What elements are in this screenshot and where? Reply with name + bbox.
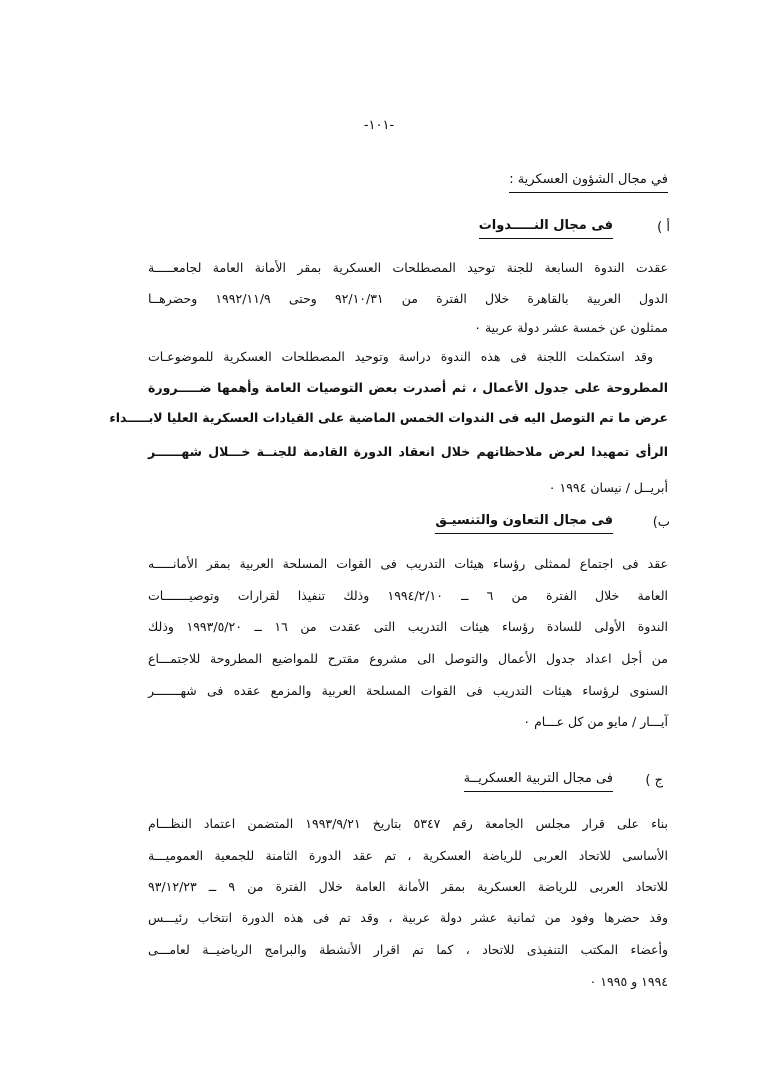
section-heading	[435, 513, 613, 528]
paragraph-line: الندوة الأولى للسادة رؤساء هيئات التدريب التى عقدت من ١٦ ــ ١٩٩٣/٥/٢٠ وذلك	[148, 619, 668, 634]
page-number: -١٠١-	[363, 118, 395, 133]
section-heading-text: فى مجال النـــــدوات	[479, 218, 613, 239]
paragraph-line: أبريــل / نيسان ١٩٩٤ ٠	[548, 480, 668, 495]
paragraph-line: آيـــار / مايو من كل عـــام ٠	[523, 714, 668, 729]
paragraph-line: عرض ما تم التوصل اليه فى الندوات الخمس الماضية على القيادات العسكرية العليا لابـــــداء	[109, 410, 668, 425]
page-title	[509, 172, 668, 187]
section-heading	[479, 218, 613, 233]
paragraph-line: المطروحة على جدول الأعمال ، ثم أصدرت بعض التوصيات العامة وأهمها ضـــــرورة	[148, 380, 668, 395]
paragraph-line: من أجل اعداد جدول الأعمال والتوصل الى مشروع مقترح للمواضيع المطروحة للاجتمـــاع	[148, 651, 668, 666]
paragraph-line: الرأى تمهيدا لعرض ملاحظاتهم خلال انعقاد الدورة القادمة للجنــة خـــلال شهــــــر	[148, 444, 668, 459]
paragraph-line: للاتحاد العربى للرياضة العسكرية بمقر الأمانة العامة خلال الفترة من ٩ ــ ٩٣/١٢/٢٣	[148, 879, 669, 894]
paragraph-line: وقد حضرها وفود من ثمانية عشر دولة عربية ، وقد تم فى هذه الدورة انتخاب رئيـــس	[148, 910, 668, 925]
paragraph-line: الأساسى للاتحاد العربى للرياضة العسكرية ، تم عقد الدورة الثامنة للجمعية العموميـــة	[148, 848, 668, 863]
section-marker: ب)	[652, 515, 670, 530]
paragraph-line: عقدت الندوة السابعة للجنة توحيد المصطلحات العسكرية بمقر الأمانة العامة لجامعـــــة	[148, 260, 668, 275]
paragraph-line: وقد استكملت اللجنة فى هذه الندوة دراسة وتوحيد المصطلحات العسكرية للموضوعـات	[148, 349, 653, 364]
paragraph-line: بناء على قرار مجلس الجامعة رقم ٥٣٤٧ بتاريخ ١٩٩٣/٩/٢١ المتضمن اعتماد النظـــام	[148, 816, 669, 831]
paragraph-line: الدول العربية بالقاهرة خلال الفترة من ٩٢/١٠/٣١ وحتى ١٩٩٢/١١/٩ وحضرهــا	[148, 291, 668, 306]
paragraph-line: ١٩٩٤ و ١٩٩٥ ٠	[589, 974, 668, 989]
section-heading-text: فى مجال التربية العسكريــة	[464, 771, 613, 792]
page-title-text: في مجال الشؤون العسكرية :	[509, 172, 668, 193]
section-marker: ج )	[645, 773, 663, 788]
paragraph-line: عقد فى اجتماع لممثلى رؤساء هيئات التدريب فى القوات المسلحة العربية بمقر الأمانـــــه	[148, 556, 668, 571]
paragraph-line: ممثلون عن خمسة عشر دولة عربية ٠	[474, 320, 668, 335]
paragraph-line: وأعضاء المكتب التنفيذى للاتحاد ، كما تم اقرار الأنشطة والبرامج الرياضيــة لعامـــى	[148, 942, 668, 957]
paragraph-line: السنوى لرؤساء هيئات التدريب فى القوات المسلحة العربية والمزمع عقده فى شهـــــــر	[148, 683, 668, 698]
section-marker: أ )	[657, 220, 670, 235]
paragraph-line: العامة خلال الفترة من ٦ ــ ١٩٩٤/٢/١٠ وذلك تنفيذا لقرارات وتوصيـــــــات	[148, 588, 668, 603]
section-heading-text: فى مجال التعاون والتنسيـق	[435, 513, 613, 534]
section-heading	[464, 771, 613, 786]
